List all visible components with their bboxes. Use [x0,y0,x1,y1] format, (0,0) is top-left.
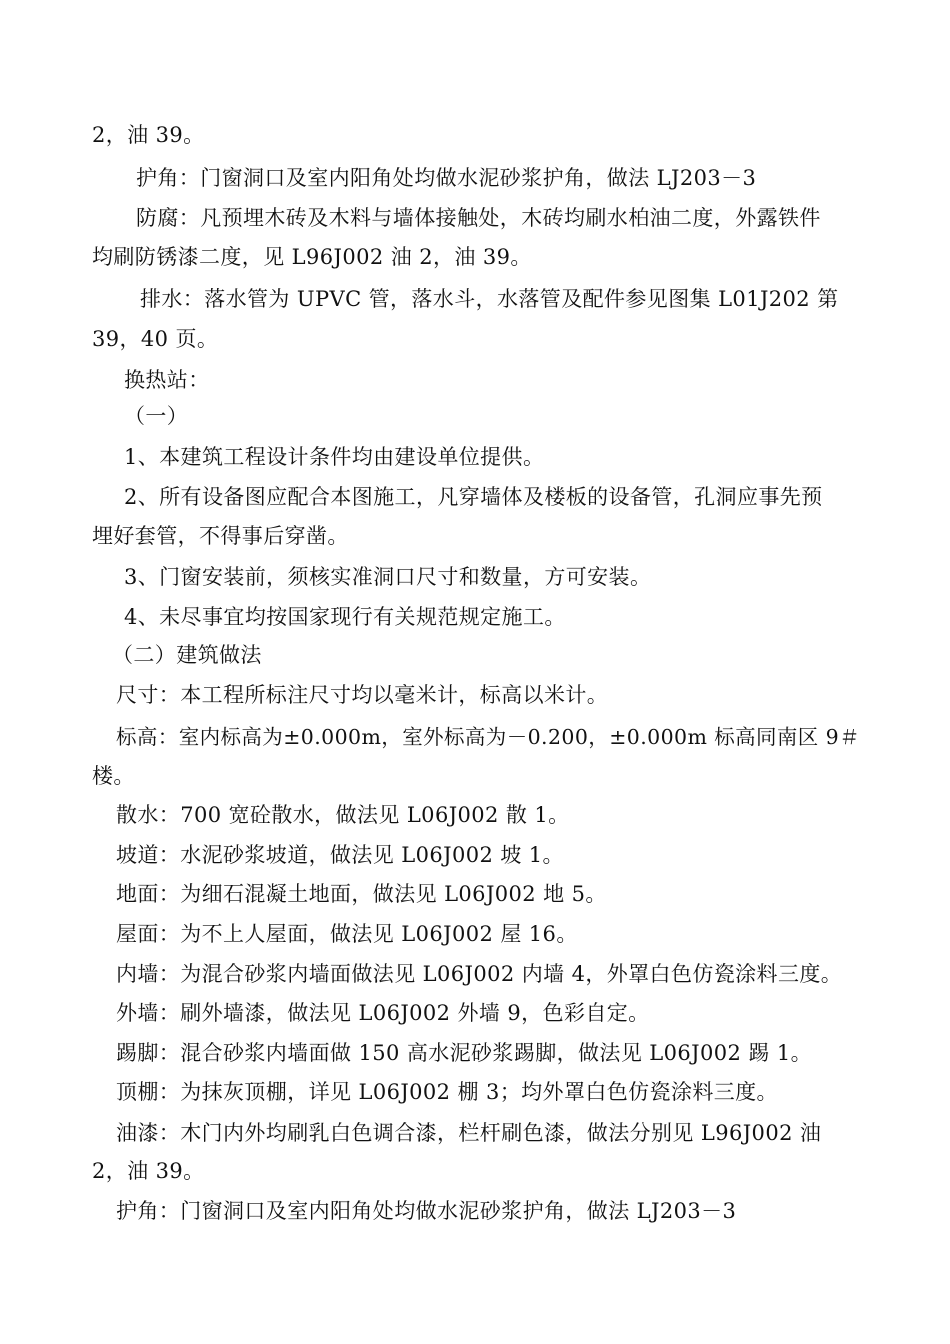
text-line: 散水：700 宽砼散水，做法见 L06J002 散 1。 [116,803,570,827]
text-line: 踢脚：混合砂浆内墙面做 150 高水泥砂浆踢脚，做法见 L06J002 踢 1。 [116,1041,812,1065]
text-line: 顶棚：为抹灰顶棚，详见 L06J002 棚 3；均外罩白色仿瓷涂料三度。 [116,1080,778,1104]
text-line: 护角：门窗洞口及室内阳角处均做水泥砂浆护角，做法 LJ203－3 [116,1199,737,1223]
text-line: 油漆：木门内外均刷乳白色调合漆，栏杆刷色漆，做法分别见 L96J002 油 [116,1121,822,1145]
text-line: （二）建筑做法 [112,643,262,667]
text-line: 外墙：刷外墙漆，做法见 L06J002 外墙 9，色彩自定。 [116,1001,650,1025]
text-line: 标高：室内标高为±0.000m，室外标高为－0.200，±0.000m 标高同南区 9＃ [116,725,860,749]
text-line: 2、所有设备图应配合本图施工，凡穿墙体及楼板的设备管，孔洞应事先预 [124,485,823,509]
text-line: 2，油 39。 [92,123,205,147]
text-line: 楼。 [92,764,135,788]
text-line: 4、未尽事宜均按国家现行有关规范规定施工。 [124,605,566,629]
text-line: 坡道：水泥砂浆坡道，做法见 L06J002 坡 1。 [116,843,564,867]
text-line: 3、门窗安装前，须核实准洞口尺寸和数量，方可安装。 [124,565,652,589]
text-line: 护角：门窗洞口及室内阳角处均做水泥砂浆护角，做法 LJ203－3 [136,166,757,190]
text-line: 屋面：为不上人屋面，做法见 L06J002 屋 16。 [116,922,578,946]
text-line: 2，油 39。 [92,1159,205,1183]
text-line: 尺寸：本工程所标注尺寸均以毫米计，标高以米计。 [116,683,609,707]
text-line: 排水：落水管为 UPVC 管，落水斗，水落管及配件参见图集 L01J202 第 [140,287,839,311]
text-line: 内墙：为混合砂浆内墙面做法见 L06J002 内墙 4，外罩白色仿瓷涂料三度。 [116,962,843,986]
text-line: 均刷防锈漆二度，见 L96J002 油 2，油 39。 [92,245,532,269]
text-line: （一） [124,404,189,428]
text-line: 换热站： [124,368,210,392]
text-line: 防腐：凡预埋木砖及木料与墙体接触处，木砖均刷水柏油二度，外露铁件 [136,206,821,230]
text-line: 埋好套管，不得事后穿凿。 [92,524,349,548]
text-line: 1、本建筑工程设计条件均由建设单位提供。 [124,445,545,469]
text-line: 39，40 页。 [92,327,219,351]
text-line: 地面：为细石混凝土地面，做法见 L06J002 地 5。 [116,882,607,906]
